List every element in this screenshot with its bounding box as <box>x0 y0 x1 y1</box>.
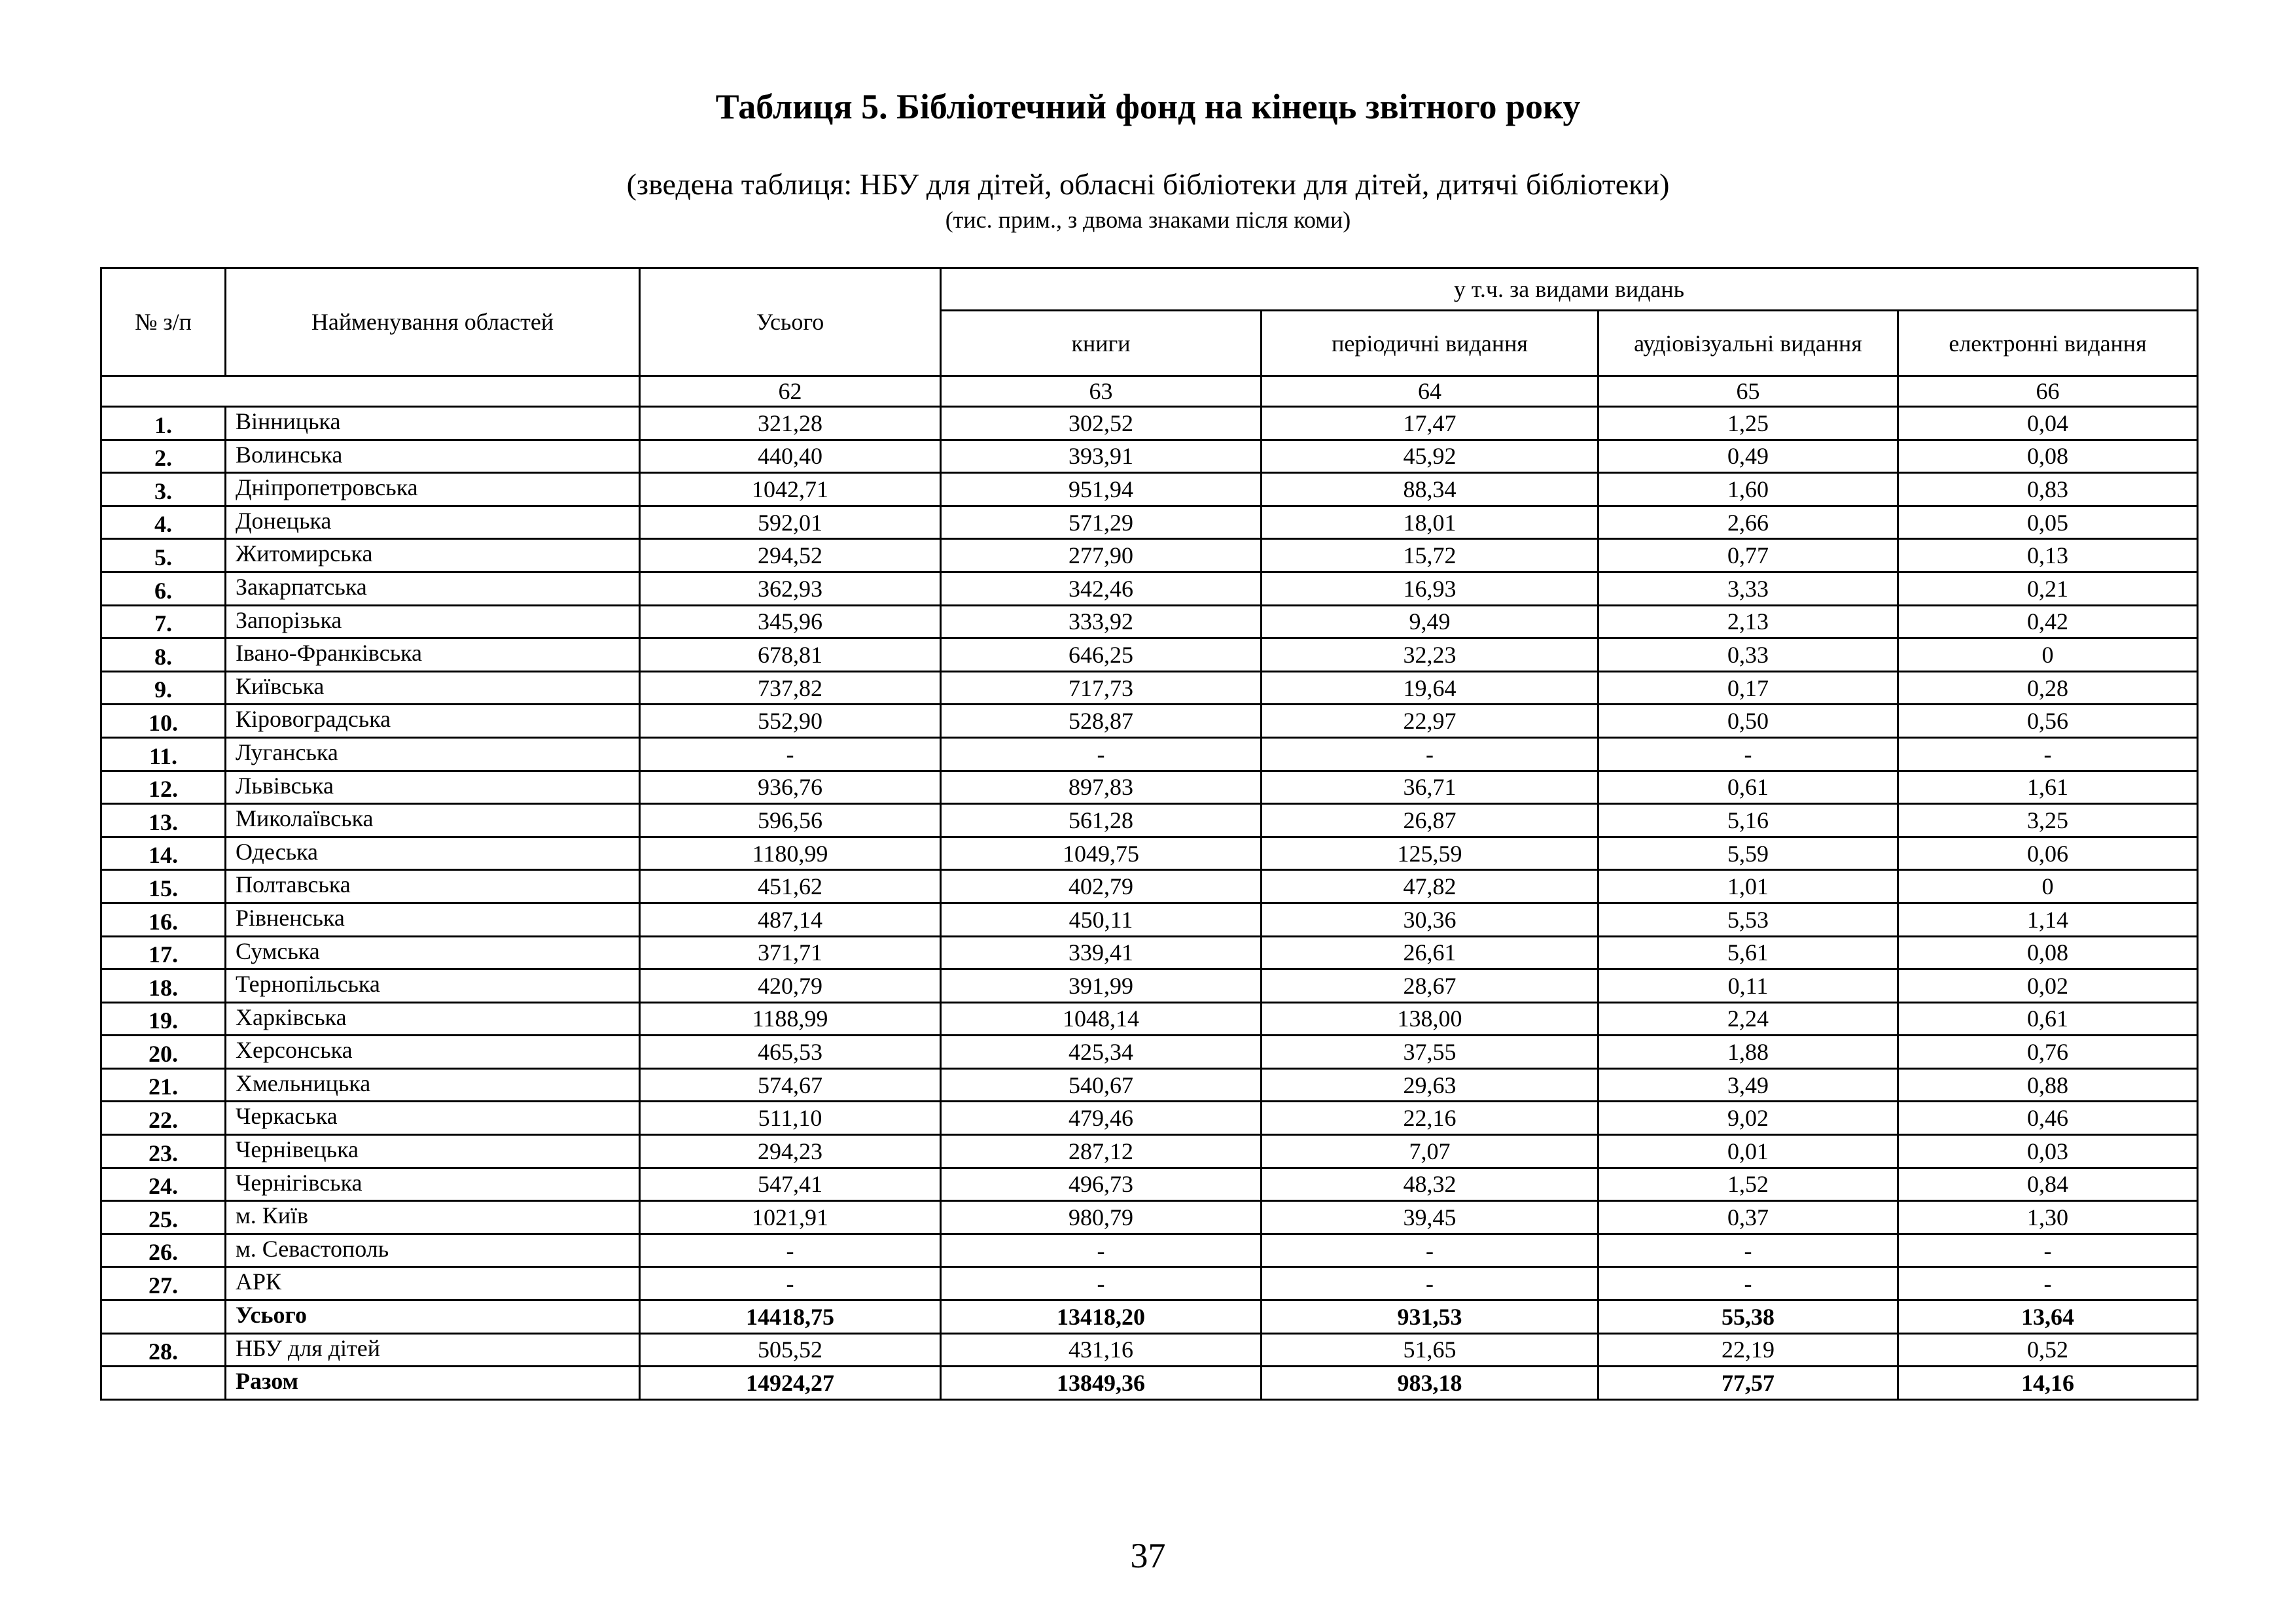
value-periodicals: 125,59 <box>1262 837 1598 870</box>
row-number: 27. <box>101 1267 226 1300</box>
value-audiovisual: 9,02 <box>1598 1102 1898 1135</box>
value-audiovisual: 1,60 <box>1598 473 1898 506</box>
region-name: Чернігівська <box>226 1168 640 1201</box>
region-name: Харківська <box>226 1002 640 1036</box>
table-row <box>101 771 2198 804</box>
value-total: 1188,99 <box>640 1002 941 1036</box>
row-number: 28. <box>101 1333 226 1367</box>
value-total: 321,28 <box>640 407 941 440</box>
value-audiovisual: 0,77 <box>1598 539 1898 572</box>
unit-note: (тис. прим., з двома знаками після коми) <box>945 207 1351 233</box>
value-audiovisual: 2,13 <box>1598 605 1898 638</box>
value-total: 936,76 <box>640 771 941 804</box>
value-periodicals: 32,23 <box>1262 638 1598 672</box>
table-row <box>101 969 2198 1003</box>
value-audiovisual: 2,24 <box>1598 1002 1898 1036</box>
region-name: Івано-Франківська <box>226 638 640 672</box>
region-name: Донецька <box>226 506 640 539</box>
value-periodicals: 88,34 <box>1262 473 1598 506</box>
value-total: 505,52 <box>640 1333 941 1367</box>
region-name: Житомирська <box>226 539 640 572</box>
value-electronic: 0,21 <box>1898 572 2198 605</box>
row-number: 21. <box>101 1068 226 1102</box>
value-total: 1021,91 <box>640 1201 941 1234</box>
value-audiovisual: 3,49 <box>1598 1068 1898 1102</box>
value-books: 951,94 <box>941 473 1262 506</box>
value-electronic: 0,28 <box>1898 671 2198 705</box>
value-audiovisual: 0,11 <box>1598 969 1898 1003</box>
table-body <box>101 407 2198 1400</box>
table-row <box>101 671 2198 705</box>
value-electronic: 14,16 <box>1898 1367 2198 1400</box>
value-books: 333,92 <box>941 605 1262 638</box>
region-name: Львівська <box>226 771 640 804</box>
value-electronic: - <box>1898 1234 2198 1267</box>
value-books: 540,67 <box>941 1068 1262 1102</box>
value-books: - <box>941 1234 1262 1267</box>
table-row <box>101 539 2198 572</box>
header-group-by-type: у т.ч. за видами видань <box>941 268 2198 311</box>
value-total: 371,71 <box>640 936 941 969</box>
value-books: 717,73 <box>941 671 1262 705</box>
value-periodicals: - <box>1262 737 1598 771</box>
value-total: 547,41 <box>640 1168 941 1201</box>
value-audiovisual: 77,57 <box>1598 1367 1898 1400</box>
value-electronic: - <box>1898 737 2198 771</box>
row-number: 7. <box>101 605 226 638</box>
value-total: 552,90 <box>640 705 941 738</box>
row-number: 25. <box>101 1201 226 1234</box>
value-electronic: 0,52 <box>1898 1333 2198 1367</box>
table-row <box>101 1168 2198 1201</box>
value-audiovisual: 0,61 <box>1598 771 1898 804</box>
table-row <box>101 440 2198 473</box>
value-electronic: 1,61 <box>1898 771 2198 804</box>
value-audiovisual: 1,88 <box>1598 1036 1898 1069</box>
region-name: м. Київ <box>226 1201 640 1234</box>
value-books: - <box>941 737 1262 771</box>
value-audiovisual: 5,53 <box>1598 903 1898 936</box>
row-number: 14. <box>101 837 226 870</box>
header-books: книги <box>941 311 1262 376</box>
value-periodicals: 931,53 <box>1262 1300 1598 1334</box>
table-row <box>101 1367 2198 1400</box>
value-periodicals: 26,87 <box>1262 804 1598 837</box>
value-electronic: 0,04 <box>1898 407 2198 440</box>
value-electronic: 0,03 <box>1898 1135 2198 1168</box>
value-periodicals: - <box>1262 1267 1598 1300</box>
table-row <box>101 903 2198 936</box>
region-name: Рівненська <box>226 903 640 936</box>
value-electronic: 3,25 <box>1898 804 2198 837</box>
row-number: 6. <box>101 572 226 605</box>
table-row <box>101 572 2198 605</box>
row-number: 17. <box>101 936 226 969</box>
region-name: АРК <box>226 1267 640 1300</box>
value-electronic: 13,64 <box>1898 1300 2198 1334</box>
value-total: 451,62 <box>640 870 941 903</box>
table-row <box>101 1135 2198 1168</box>
value-electronic: 0,13 <box>1898 539 2198 572</box>
code-row-spacer <box>101 376 640 407</box>
value-audiovisual: 0,50 <box>1598 705 1898 738</box>
table-row <box>101 1102 2198 1135</box>
value-total: 737,82 <box>640 671 941 705</box>
value-electronic: - <box>1898 1267 2198 1300</box>
value-books: 277,90 <box>941 539 1262 572</box>
value-total: 14418,75 <box>640 1300 941 1334</box>
value-books: 391,99 <box>941 969 1262 1003</box>
row-number: 9. <box>101 671 226 705</box>
value-audiovisual: 3,33 <box>1598 572 1898 605</box>
table-header <box>101 268 2198 407</box>
value-audiovisual: - <box>1598 1234 1898 1267</box>
value-total: 294,23 <box>640 1135 941 1168</box>
column-code: 64 <box>1262 376 1598 407</box>
region-name: Запорізька <box>226 605 640 638</box>
value-electronic: 0,02 <box>1898 969 2198 1003</box>
column-code: 63 <box>941 376 1262 407</box>
value-audiovisual: 0,17 <box>1598 671 1898 705</box>
value-total: 440,40 <box>640 440 941 473</box>
value-audiovisual: 0,01 <box>1598 1135 1898 1168</box>
table-row <box>101 473 2198 506</box>
value-total: - <box>640 1234 941 1267</box>
value-periodicals: 22,16 <box>1262 1102 1598 1135</box>
value-books: 561,28 <box>941 804 1262 837</box>
value-periodicals: 37,55 <box>1262 1036 1598 1069</box>
value-total: 14924,27 <box>640 1367 941 1400</box>
value-periodicals: 47,82 <box>1262 870 1598 903</box>
value-books: 393,91 <box>941 440 1262 473</box>
value-audiovisual: 1,25 <box>1598 407 1898 440</box>
value-electronic: 0,08 <box>1898 440 2198 473</box>
value-electronic: 0,08 <box>1898 936 2198 969</box>
table-row <box>101 1002 2198 1036</box>
value-books: 287,12 <box>941 1135 1262 1168</box>
header-number: № з/п <box>101 268 226 376</box>
value-audiovisual: 22,19 <box>1598 1333 1898 1367</box>
table-row <box>101 638 2198 672</box>
value-periodicals: 15,72 <box>1262 539 1598 572</box>
value-total: 465,53 <box>640 1036 941 1069</box>
value-electronic: 0,88 <box>1898 1068 2198 1102</box>
value-periodicals: 28,67 <box>1262 969 1598 1003</box>
value-total: 487,14 <box>640 903 941 936</box>
header-audiovisual: аудіовізуальні видання <box>1598 311 1898 376</box>
region-name: Разом <box>226 1367 640 1400</box>
value-periodicals: 51,65 <box>1262 1333 1598 1367</box>
header-total: Усього <box>640 268 941 376</box>
value-total: 1042,71 <box>640 473 941 506</box>
value-books: 897,83 <box>941 771 1262 804</box>
value-electronic: 0,61 <box>1898 1002 2198 1036</box>
value-books: 431,16 <box>941 1333 1262 1367</box>
table-row <box>101 1300 2198 1334</box>
value-total: 1180,99 <box>640 837 941 870</box>
region-name: Сумська <box>226 936 640 969</box>
row-number <box>101 1300 226 1334</box>
value-total: 592,01 <box>640 506 941 539</box>
value-books: 1048,14 <box>941 1002 1262 1036</box>
value-periodicals: 48,32 <box>1262 1168 1598 1201</box>
header-periodicals: періодичні видання <box>1262 311 1598 376</box>
value-audiovisual: 5,16 <box>1598 804 1898 837</box>
table-row <box>101 1201 2198 1234</box>
row-number: 19. <box>101 1002 226 1036</box>
value-electronic: 0,46 <box>1898 1102 2198 1135</box>
value-total: 678,81 <box>640 638 941 672</box>
value-electronic: 1,30 <box>1898 1201 2198 1234</box>
value-audiovisual: 5,59 <box>1598 837 1898 870</box>
value-periodicals: 36,71 <box>1262 771 1598 804</box>
table-row <box>101 1234 2198 1267</box>
value-books: 980,79 <box>941 1201 1262 1234</box>
header-region-name: Найменування областей <box>226 268 640 376</box>
value-periodicals: - <box>1262 1234 1598 1267</box>
region-name: Волинська <box>226 440 640 473</box>
region-name: Полтавська <box>226 870 640 903</box>
value-periodicals: 29,63 <box>1262 1068 1598 1102</box>
value-books: 302,52 <box>941 407 1262 440</box>
value-audiovisual: 2,66 <box>1598 506 1898 539</box>
value-electronic: 0,06 <box>1898 837 2198 870</box>
region-name: Луганська <box>226 737 640 771</box>
value-electronic: 0,42 <box>1898 605 2198 638</box>
row-number: 22. <box>101 1102 226 1135</box>
value-books: - <box>941 1267 1262 1300</box>
value-total: 362,93 <box>640 572 941 605</box>
column-code: 65 <box>1598 376 1898 407</box>
region-name: Чернівецька <box>226 1135 640 1168</box>
value-books: 646,25 <box>941 638 1262 672</box>
region-name: Вінницька <box>226 407 640 440</box>
value-books: 450,11 <box>941 903 1262 936</box>
page-number: 37 <box>1130 1536 1166 1575</box>
value-audiovisual: 1,01 <box>1598 870 1898 903</box>
row-number: 16. <box>101 903 226 936</box>
row-number: 3. <box>101 473 226 506</box>
value-periodicals: 9,49 <box>1262 605 1598 638</box>
value-total: 420,79 <box>640 969 941 1003</box>
table-row <box>101 605 2198 638</box>
value-books: 402,79 <box>941 870 1262 903</box>
region-name: Усього <box>226 1300 640 1334</box>
table-row <box>101 737 2198 771</box>
value-periodicals: 138,00 <box>1262 1002 1598 1036</box>
row-number: 20. <box>101 1036 226 1069</box>
value-audiovisual: - <box>1598 1267 1898 1300</box>
table-row <box>101 407 2198 440</box>
table-row <box>101 1036 2198 1069</box>
value-audiovisual: 5,61 <box>1598 936 1898 969</box>
value-periodicals: 16,93 <box>1262 572 1598 605</box>
value-audiovisual: 0,33 <box>1598 638 1898 672</box>
header-electronic: електронні видання <box>1898 311 2198 376</box>
library-fund-table <box>100 267 2199 1401</box>
value-audiovisual: - <box>1598 737 1898 771</box>
region-name: НБУ для дітей <box>226 1333 640 1367</box>
value-books: 528,87 <box>941 705 1262 738</box>
row-number: 12. <box>101 771 226 804</box>
value-total: - <box>640 1267 941 1300</box>
value-periodicals: 983,18 <box>1262 1367 1598 1400</box>
value-periodicals: 45,92 <box>1262 440 1598 473</box>
row-number: 18. <box>101 969 226 1003</box>
region-name: м. Севастополь <box>226 1234 640 1267</box>
value-total: 511,10 <box>640 1102 941 1135</box>
region-name: Хмельницька <box>226 1068 640 1102</box>
region-name: Черкаська <box>226 1102 640 1135</box>
row-number: 26. <box>101 1234 226 1267</box>
value-total: 294,52 <box>640 539 941 572</box>
row-number: 8. <box>101 638 226 672</box>
row-number: 15. <box>101 870 226 903</box>
value-audiovisual: 0,49 <box>1598 440 1898 473</box>
region-name: Дніпропетровська <box>226 473 640 506</box>
column-code: 62 <box>640 376 941 407</box>
value-electronic: 0,56 <box>1898 705 2198 738</box>
table-row <box>101 837 2198 870</box>
page-title: Таблиця 5. Бібліотечний фонд на кінець звітного року <box>715 87 1581 126</box>
row-number: 23. <box>101 1135 226 1168</box>
value-periodicals: 19,64 <box>1262 671 1598 705</box>
table-row <box>101 506 2198 539</box>
value-periodicals: 17,47 <box>1262 407 1598 440</box>
table-row <box>101 870 2198 903</box>
row-number: 2. <box>101 440 226 473</box>
table-row <box>101 1068 2198 1102</box>
value-electronic: 0 <box>1898 870 2198 903</box>
value-periodicals: 18,01 <box>1262 506 1598 539</box>
row-number: 5. <box>101 539 226 572</box>
value-periodicals: 22,97 <box>1262 705 1598 738</box>
row-number: 24. <box>101 1168 226 1201</box>
value-periodicals: 30,36 <box>1262 903 1598 936</box>
region-name: Закарпатська <box>226 572 640 605</box>
value-books: 339,41 <box>941 936 1262 969</box>
row-number: 13. <box>101 804 226 837</box>
value-books: 342,46 <box>941 572 1262 605</box>
column-code: 66 <box>1898 376 2198 407</box>
value-total: 345,96 <box>640 605 941 638</box>
region-name: Одеська <box>226 837 640 870</box>
value-electronic: 0,84 <box>1898 1168 2198 1201</box>
table-row <box>101 1333 2198 1367</box>
table-row <box>101 804 2198 837</box>
value-electronic: 0,05 <box>1898 506 2198 539</box>
row-number: 11. <box>101 737 226 771</box>
region-name: Херсонська <box>226 1036 640 1069</box>
value-periodicals: 26,61 <box>1262 936 1598 969</box>
table-row <box>101 705 2198 738</box>
value-books: 1049,75 <box>941 837 1262 870</box>
value-books: 425,34 <box>941 1036 1262 1069</box>
row-number: 4. <box>101 506 226 539</box>
row-number: 1. <box>101 407 226 440</box>
value-audiovisual: 55,38 <box>1598 1300 1898 1334</box>
value-total: 574,67 <box>640 1068 941 1102</box>
value-books: 496,73 <box>941 1168 1262 1201</box>
value-audiovisual: 1,52 <box>1598 1168 1898 1201</box>
value-audiovisual: 0,37 <box>1598 1201 1898 1234</box>
value-total: - <box>640 737 941 771</box>
region-name: Миколаївська <box>226 804 640 837</box>
row-number <box>101 1367 226 1400</box>
value-periodicals: 39,45 <box>1262 1201 1598 1234</box>
value-electronic: 0,83 <box>1898 473 2198 506</box>
value-books: 571,29 <box>941 506 1262 539</box>
value-books: 479,46 <box>941 1102 1262 1135</box>
table-subtitle: (зведена таблиця: НБУ для дітей, обласні бібліотеки для дітей, дитячі бібліотеки) <box>626 167 1670 201</box>
value-books: 13418,20 <box>941 1300 1262 1334</box>
value-total: 596,56 <box>640 804 941 837</box>
value-electronic: 0 <box>1898 638 2198 672</box>
value-books: 13849,36 <box>941 1367 1262 1400</box>
row-number: 10. <box>101 705 226 738</box>
value-electronic: 0,76 <box>1898 1036 2198 1069</box>
table-row <box>101 936 2198 969</box>
region-name: Кіровоградська <box>226 705 640 738</box>
table-row <box>101 1267 2198 1300</box>
region-name: Київська <box>226 671 640 705</box>
region-name: Тернопільська <box>226 969 640 1003</box>
value-electronic: 1,14 <box>1898 903 2198 936</box>
value-periodicals: 7,07 <box>1262 1135 1598 1168</box>
